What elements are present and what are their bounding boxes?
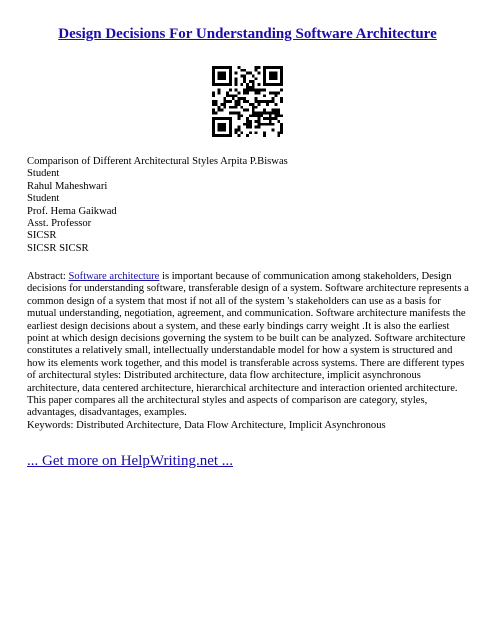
abstract-body: is important because of communication among stakeholders, Design decisions for understanding software, transferable design of a system. Software architecture represents a common design of a system that most if not all of the system 's stakeholders can use as a basis for mutual understanding, negotiation, agreement, and communication. Software architecture manifests the earliest design decisions about a system, and these early bindings carry weight .It is also the earliest point at which design decisions governing the system to be built can be analyzed. Software architecture constitutes a relatively small, intellectually understandable model for how a system is structured and how its elements work together, and this model is transferable across systems. There are different types of architectural styles: Distributed architecture, data flow architecture, implicit asynchronous architecture, data centered architecture, hierarchical architecture and interaction oriented architecture. This paper compares all the architectural styles and aspects of comparison are category, styles, advantages, disadvantages, examples. — [27, 271, 469, 419]
paper-subtitle-line: Comparison of Different Architectural Styles Arpita P.Biswas — [27, 156, 288, 167]
author-info — [27, 156, 467, 255]
abstract-paragraph — [27, 271, 469, 432]
author-role: Student — [27, 193, 60, 205]
keywords-line: Keywords: Distributed Architecture, Data Flow Architecture, Implicit Asynchronous — [27, 419, 386, 431]
affiliation: SICSR SICSR — [27, 242, 89, 254]
qr-code-icon — [212, 66, 283, 137]
affiliation: SICSR — [27, 230, 57, 242]
document-title-link[interactable]: Design Decisions For Understanding Software Architecture — [58, 26, 437, 42]
get-more-link[interactable]: ... Get more on HelpWriting.net ... — [27, 453, 234, 469]
author-name: Prof. Hema Gaikwad — [27, 205, 117, 217]
author-name: Rahul Maheshwari — [27, 180, 108, 192]
software-architecture-link[interactable]: Software architecture — [68, 271, 160, 282]
abstract-label: Abstract: — [27, 271, 69, 282]
author-role: Asst. Professor — [27, 218, 92, 230]
author-role: Student — [27, 168, 60, 180]
